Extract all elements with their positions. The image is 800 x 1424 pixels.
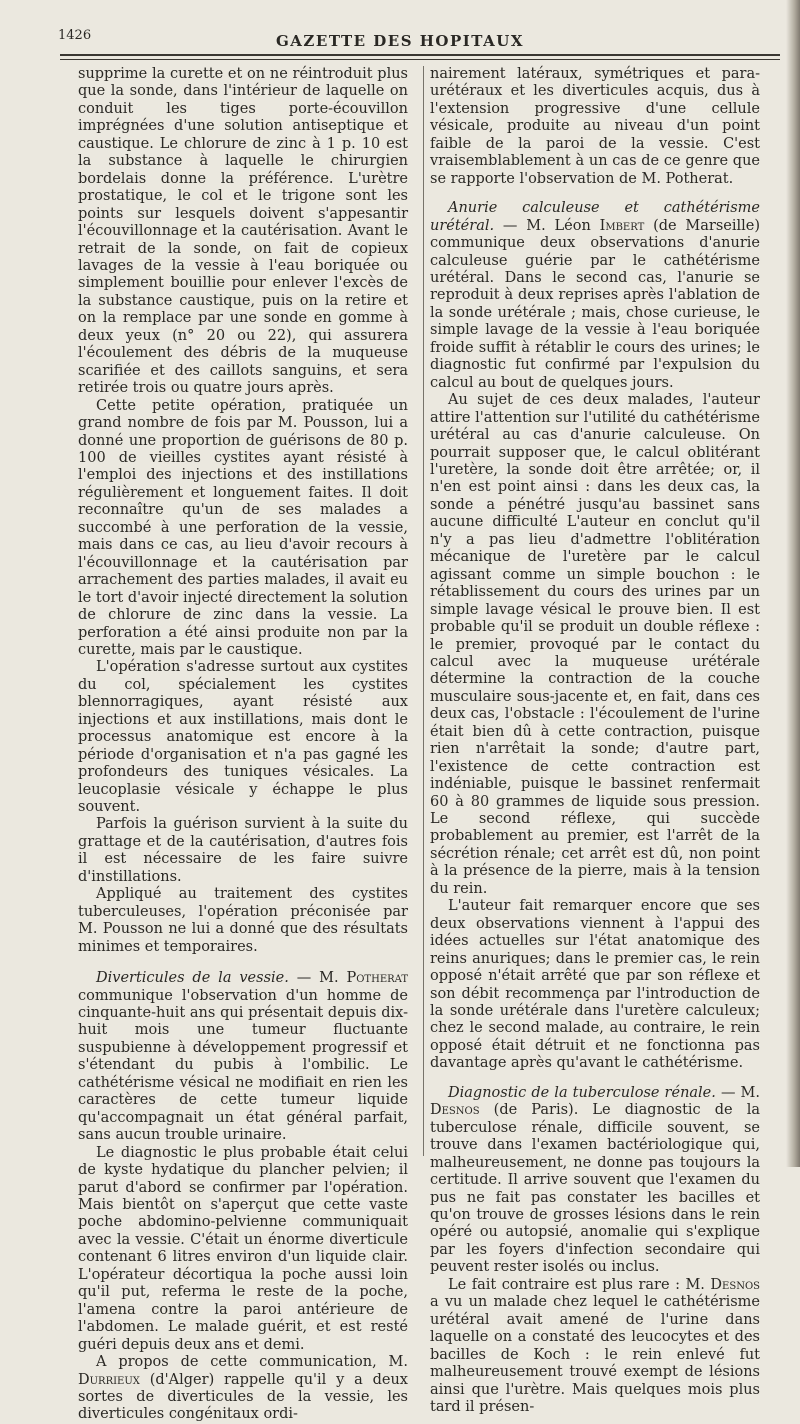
dash: — M. Léon <box>494 217 600 234</box>
dash: — M. <box>288 970 347 987</box>
dash: — M. <box>715 1084 760 1101</box>
paragraph-text: Le fait contraire est plus rare : M. <box>448 1276 711 1293</box>
page-number: 1426 <box>58 28 92 43</box>
paragraph: Appliqué au traitement des cystites tuberculeuses, l'opération préconisée par M. Pousson ne lui a donné que des résultats minimes et temporaires. <box>78 886 408 955</box>
header-rule-thin <box>60 59 780 60</box>
author-name: Potherat <box>346 970 408 987</box>
paragraph: Au sujet de ces deux malades, l'auteur attire l'attention sur l'utilité du cathétérisme urétéral au cas d'anurie calculeuse. On pourrait supposer que, le calcul oblitérant l'uretère, la sonde doit être arrêtée; or, il n'en est point ainsi : dans les deux cas, la sonde a pénétré jusqu'au bassinet sans aucune difficulté L'auteur en conclut qu'il n'y a pas lieu d'admettre l'oblitération mécanique de l'uretère par le calcul agissant comme un simple bouchon : le rétablissement du cours des urines par un simple lavage vésical le prouve bien. Il est probable qu'il se produit un double réflexe : le premier, provoqué par le contact du calcul avec la muqueuse urétérale détermine la contraction de la couche musculaire sous-jacente et, en fait, dans ces deux cas, l'obstacle : l'écoulement de l'urine était bien dû à cette contraction, puisque rien n'arrêtait la sonde; d'autre part, l'existence de cette contraction est indéniable, puisque le bassinet renfermait 60 à 80 grammes de liquide sous pression. Le second réflexe, qui succède probablement au premier, est l'arrêt de la sécrétion rénale; cet arrêt est dû, non point à la présence de la pierre, mais à la tension du rein. <box>430 392 760 897</box>
header-rule-thick <box>60 54 780 56</box>
paragraph: Le diagnostic le plus probable était celui de kyste hydatique du plancher pelvien; il parut d'abord se confirmer par l'opération. Mais bientôt on s'aperçut que cette vaste poche abdomino-pelvienne communiquait avec la vessie. C'était un énorme diverticule contenant 6 litres environ d'un liquide clair. L'opérateur décortiqua la poche aussi loin qu'il put, referma le reste de la poche, l'amena contre la paroi antérieure de l'abdomen. Le malade guérit, et est resté guéri depuis deux ans et demi. <box>78 1144 408 1353</box>
paragraph-text: (de Marseille) communique deux observations d'anurie calculeuse guérie par le cathétérisme urétéral. Dans le second cas, l'anurie se reproduit à deux reprises après l'ablation de la sonde urétérale ; mais, chose curieuse, le simple lavage de la vessie à l'eau boriquée froide suffit à rétablir le cours des urines; le diagnostic fut confirmé par l'expulsion du calcul au bout de quelques jours. <box>430 217 761 391</box>
author-name: Desnos <box>430 1102 480 1119</box>
paragraph: L'auteur fait remarquer encore que ses deux observations viennent à l'appui des idées actuelles sur l'état anatomique des reins anuriques; dans le premier cas, le rein opposé n'était arrêté que par son réflexe et son débit recommença par l'introduction de la sonde urétérale dans l'uretère calculeux; chez le second malade, au contraire, le rein opposé était détruit et ne fonctionna pas davantage après qu'avant le cathétérisme. <box>430 898 760 1072</box>
paragraph: supprime la curette et on ne réintroduit plus que la sonde, dans l'intérieur de laquelle on conduit les tiges porte-écouvillon imprégnées d'une solution antiseptique et caustique. Le chlorure de zinc à 1 p. 10 est la substance à laquelle le chirurgien bordelais donne la préférence. L'urètre prostatique, le col et le trigone sont les points sur lesquels doivent s'appesantir l'écouvillonnage et la cautérisation. Avant le retrait de la sonde, on fait de copieux lavages de la vessie à l'eau boriquée ou simplement bouillie pour enlever l'excès de la substance caustique, puis on la retire et on la remplace par une sonde en gomme à deux yeux (n° 20 ou 22), qui assurera l'écoulement des débris de la muqueuse scarifiée et des caillots sanguins, et sera retirée trois ou quatre jours après. <box>78 66 408 397</box>
paragraph: nairement latéraux, symétriques et para-urétéraux et les diverticules acquis, dus à l'extension progressive d'une cellule vésicale, produite au niveau d'un point faible de la paroi de la vessie. C'est vraisemblablement à un cas de ce genre que se rapporte l'observation de M. Potherat. <box>430 66 760 187</box>
paragraph-text: a vu un malade chez lequel le cathétérisme urétéral avait amené de l'urine dans laquelle on a constaté des leucocytes et des bacilles de Koch : le rein enlevé fut malheureusement trouvé exempt de lésions ainsi que l'urètre. Mais quelques mois plus tard il présen- <box>430 1294 760 1415</box>
page-header <box>0 0 800 66</box>
section-heading: Diagnostic de la tuberculose rénale. <box>448 1084 716 1101</box>
author-name: Durrieux <box>78 1371 140 1388</box>
paragraph <box>78 970 408 1145</box>
section-heading: Diverticules de la vessie. <box>96 970 289 987</box>
paragraph <box>430 1277 760 1417</box>
section-heading: Anurie calculeuse et cathétérisme urétéral. <box>430 200 760 234</box>
paragraph-text: A propos de cette communication, M. <box>96 1354 408 1371</box>
left-column <box>78 66 408 1424</box>
paragraph-text: (d'Alger) rappelle qu'il y a deux sortes de diverticules de la vessie, les diverticules congénitaux ordi- <box>78 1371 408 1423</box>
page-spine-shadow <box>786 0 800 1167</box>
paragraph <box>430 1085 760 1277</box>
paragraph-text: (de Paris). Le diagnostic de la tuberculose rénale, difficile souvent, se trouve dans l'examen bactériologique qui, malheureusement, ne donne pas toujours la certitude. Il arrive souvent que l'examen du pus ne fait pas constater les bacilles et qu'on trouve de grosses lésions dans le rein opéré ou autopsié, anomalie qui s'explique par les foyers d'infection secondaire qui peuvent rester isolés ou inclus. <box>430 1102 760 1276</box>
author-name: Imbert <box>599 217 645 234</box>
paragraph: Cette petite opération, pratiquée un grand nombre de fois par M. Pousson, lui a donné une proportion de guérisons de 80 p. 100 de vieilles cystites ayant résisté à l'emploi des injections et des instillations régulièrement et longuement faites. Il doit reconnaître qu'un de ses malades a succombé à une perforation de la vessie, mais dans ce cas, au lieu d'avoir recours à l'écouvillonnage et la cautérisation par arrachement des parties malades, il avait eu le tort d'avoir injecté directement la solution de chlorure de zinc dans la vessie. La perforation a été ainsi produite non par la curette, mais par le caustique. <box>78 397 408 658</box>
journal-title: GAZETTE DES HOPITAUX <box>275 32 524 50</box>
right-column <box>430 66 760 1416</box>
paragraph-text: communique l'observation d'un homme de cinquante-huit ans qui présentait depuis dix-huit mois une tumeur fluctuante suspubienne à développement progressif et s'étendant du pubis à l'ombilic. Le cathétérisme vésical ne modifiait en rien les caractères de cette tumeur liquide qu'accompagnait un état général parfait, sans aucun trouble urinaire. <box>78 987 408 1144</box>
paragraph <box>78 1354 408 1424</box>
author-name: Desnos <box>710 1276 760 1293</box>
column-divider <box>423 66 424 1156</box>
paragraph: Parfois la guérison survient à la suite du grattage et de la cautérisation, d'autres fois il est nécessaire de les faire suivre d'instillations. <box>78 816 408 885</box>
paragraph: L'opération s'adresse surtout aux cystites du col, spécialement les cystites blennorragiques, ayant résisté aux injections et aux instillations, mais dont le processus anatomique est encore à la période d'organisation et n'a pas gagné les profondeurs des tuniques vésicales. La leucoplasie vésicale y échappe le plus souvent. <box>78 659 408 816</box>
paragraph <box>430 200 760 392</box>
